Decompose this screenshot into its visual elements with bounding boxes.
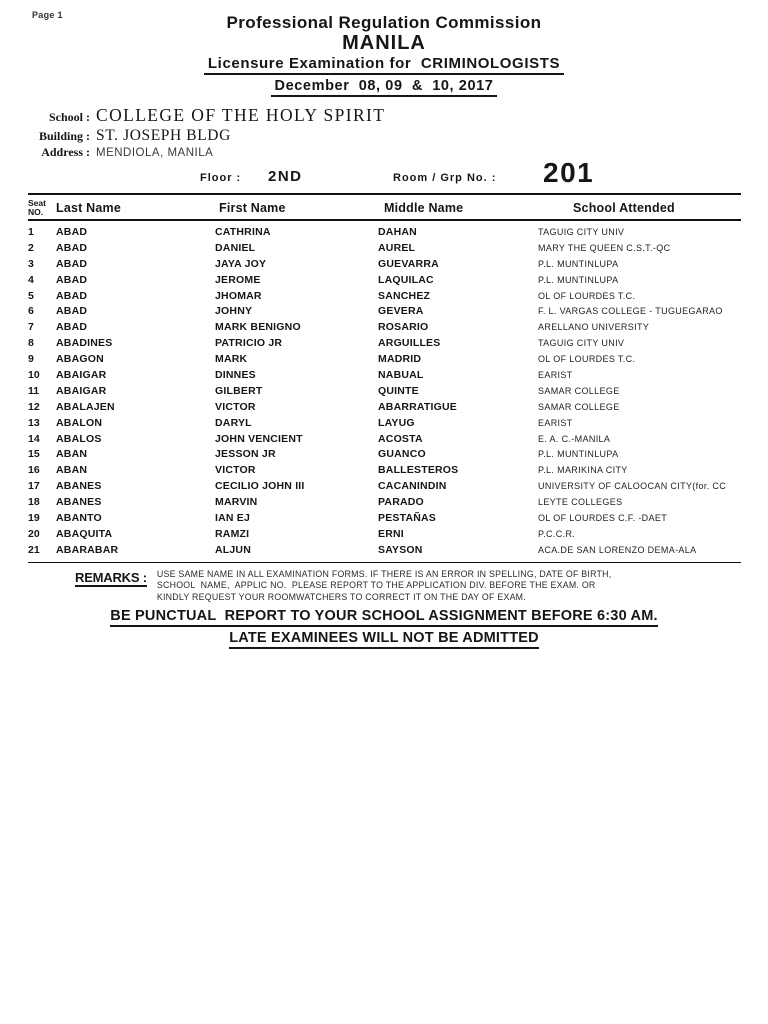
school-attended-cell: P.L. MARIKINA CITY: [538, 465, 628, 476]
table-row: [28, 256, 741, 272]
table-row: [28, 319, 741, 335]
first-name-cell: IAN EJ: [215, 511, 251, 524]
first-name-cell: PATRICIO JR: [215, 337, 283, 350]
middle-name-cell: GUEVARRA: [378, 257, 439, 270]
first-name-cell: CECILIO JOHN III: [215, 480, 305, 493]
middle-name-cell: QUINTE: [378, 384, 419, 397]
middle-name-header: Middle Name: [384, 200, 464, 215]
middle-name-cell: BALLESTEROS: [378, 464, 459, 477]
seat-number-cell: 14: [28, 432, 40, 445]
first-name-cell: DANIEL: [215, 241, 256, 254]
seat-number-cell: 4: [28, 273, 34, 286]
floor-value: 2ND: [268, 168, 303, 185]
middle-name-cell: NABUAL: [378, 368, 424, 381]
table-row: [28, 526, 741, 542]
late-examinees-notice: LATE EXAMINEES WILL NOT BE ADMITTED: [229, 630, 539, 649]
middle-name-cell: DAHAN: [378, 225, 417, 238]
seat-number-cell: 21: [28, 543, 40, 556]
last-name-cell: ABANES: [56, 496, 102, 509]
table-row: [28, 446, 741, 462]
last-name-cell: ABALAJEN: [56, 400, 115, 413]
last-name-cell: ABAN: [56, 448, 88, 461]
building-value: ST. JOSEPH BLDG: [96, 127, 231, 144]
first-name-cell: JOHNY: [215, 305, 253, 318]
remarks-line-3: KINDLY REQUEST YOUR ROOMWATCHERS TO CORRECT IT ON THE DAY OF EXAM.: [156, 591, 526, 602]
table-row: [28, 335, 741, 351]
middle-name-cell: CACANINDIN: [378, 480, 447, 493]
building-label: Building :: [38, 129, 90, 143]
middle-name-cell: GEVERA: [378, 305, 424, 318]
table-row: [28, 240, 741, 256]
seat-number-cell: 15: [28, 448, 40, 461]
building-row: [0, 126, 768, 145]
last-name-cell: ABAD: [56, 225, 88, 238]
first-name-cell: JAYA JOY: [215, 257, 267, 270]
footer-notices: [0, 607, 768, 649]
last-name-cell: ABAD: [56, 257, 88, 270]
school-attended-cell: SAMAR COLLEGE: [538, 385, 620, 396]
remarks-label: REMARKS :: [75, 569, 147, 585]
first-name-cell: MARK: [215, 353, 248, 366]
table-row: [28, 494, 741, 510]
seat-number-cell: 18: [28, 496, 40, 509]
school-attended-cell: TAGUIG CITY UNIV: [538, 338, 625, 349]
address-row: [0, 145, 768, 162]
remarks-line-1: USE SAME NAME IN ALL EXAMINATION FORMS. IF THERE IS AN ERROR IN SPELLING, DATE OF BIRTH,: [156, 568, 612, 579]
table-row: [28, 542, 741, 558]
school-attended-cell: E. A. C.-MANILA: [538, 433, 611, 444]
city-subtitle: MANILA: [342, 32, 426, 54]
table-row: [28, 478, 741, 494]
last-name-cell: ABANTO: [56, 511, 102, 524]
school-attended-cell: P.L. MUNTINLUPA: [538, 258, 619, 269]
last-name-cell: ABAD: [56, 241, 88, 254]
school-attended-cell: F. L. VARGAS COLLEGE - TUGUEGARAO: [538, 306, 723, 317]
middle-name-cell: SANCHEZ: [378, 289, 431, 302]
seat-number-cell: 5: [28, 289, 34, 302]
seat-number-cell: 17: [28, 480, 40, 493]
seat-number-cell: 6: [28, 305, 34, 318]
last-name-cell: ABARABAR: [56, 543, 119, 556]
table-row: [28, 351, 741, 367]
first-name-cell: JESSON JR: [215, 448, 276, 461]
seat-number-cell: 11: [28, 384, 40, 397]
remarks-line-2: SCHOOL NAME, APPLIC NO. PLEASE REPORT TO THE APPLICATION DIV. BEFORE THE EXAM. OR: [156, 580, 596, 591]
floor-label: Floor :: [200, 172, 242, 184]
first-name-cell: DINNES: [215, 368, 256, 381]
middle-name-cell: ABARRATIGUE: [378, 400, 458, 413]
last-name-cell: ABALON: [56, 416, 103, 429]
first-name-cell: JHOMAR: [215, 289, 262, 302]
last-name-cell: ABAD: [56, 305, 88, 318]
school-attended-cell: P.C.C.R.: [538, 528, 576, 539]
table-row: [28, 303, 741, 319]
middle-name-cell: PESTAÑAS: [378, 511, 436, 524]
seat-number-cell: 3: [28, 257, 34, 270]
school-attended-cell: EARIST: [538, 369, 573, 380]
remarks-block: [75, 569, 768, 604]
school-attended-cell: LEYTE COLLEGES: [538, 497, 623, 508]
remarks-text: [157, 569, 612, 604]
seat-number-cell: 2: [28, 241, 34, 254]
school-attended-cell: EARIST: [538, 417, 573, 428]
seat-number-cell: 10: [28, 368, 40, 381]
seat-number-cell: 7: [28, 321, 34, 334]
school-attended-cell: MARY THE QUEEN C.S.T.-QC: [538, 242, 671, 253]
last-name-cell: ABALOS: [56, 432, 102, 445]
first-name-cell: ALJUN: [215, 543, 252, 556]
document-header: [0, 0, 768, 97]
exam-dates: December 08, 09 & 10, 2017: [271, 78, 498, 97]
first-name-cell: MARK BENIGNO: [215, 321, 301, 334]
first-name-cell: DARYL: [215, 416, 252, 429]
table-row: [28, 288, 741, 304]
seat-number-cell: 20: [28, 527, 40, 540]
last-name-cell: ABAGON: [56, 353, 104, 366]
school-attended-cell: SAMAR COLLEGE: [538, 401, 620, 412]
address-value: MENDIOLA, MANILA: [96, 147, 214, 159]
middle-name-cell: ARGUILLES: [378, 337, 441, 350]
first-name-header: First Name: [219, 200, 286, 215]
last-name-cell: ABAN: [56, 464, 88, 477]
commission-title: Professional Regulation Commission: [226, 13, 542, 32]
table-row: [28, 462, 741, 478]
school-attended-cell: ACA.DE SAN LORENZO DEMA-ALA: [538, 544, 697, 555]
last-name-header: Last Name: [56, 200, 122, 215]
first-name-cell: GILBERT: [215, 384, 263, 397]
middle-name-cell: GUANCO: [378, 448, 426, 461]
table-row: [28, 415, 741, 431]
table-body: [28, 221, 741, 563]
seat-number-cell: 19: [28, 511, 40, 524]
room-grp-value: 201: [543, 157, 595, 188]
last-name-cell: ABAQUITA: [56, 527, 113, 540]
school-attended-cell: OL OF LOURDES T.C.: [538, 354, 636, 365]
last-name-cell: ABAIGAR: [56, 368, 107, 381]
table-row: [28, 510, 741, 526]
seat-number-cell: 9: [28, 353, 34, 366]
first-name-cell: VICTOR: [215, 400, 256, 413]
middle-name-cell: ROSARIO: [378, 321, 429, 334]
floor-room-row: [0, 157, 768, 190]
school-attended-cell: UNIVERSITY OF CALOOCAN CITY(for. CC: [538, 481, 727, 492]
middle-name-cell: LAYUG: [378, 416, 415, 429]
examinee-table: [28, 193, 741, 563]
school-info-block: [0, 104, 768, 162]
middle-name-cell: LAQUILAC: [378, 273, 434, 286]
first-name-cell: JEROME: [215, 273, 261, 286]
middle-name-cell: AUREL: [378, 241, 416, 254]
table-header-row: [28, 196, 741, 221]
seat-header-bottom: NO.: [28, 206, 44, 217]
page-number-label: Page 1: [32, 10, 63, 20]
school-attended-cell: ARELLANO UNIVERSITY: [538, 322, 650, 333]
first-name-cell: RAMZI: [215, 527, 250, 540]
seat-number-cell: 12: [28, 400, 40, 413]
last-name-cell: ABAD: [56, 321, 88, 334]
table-row: [28, 272, 741, 288]
first-name-cell: VICTOR: [215, 464, 256, 477]
school-attended-header: School Attended: [573, 200, 675, 215]
middle-name-cell: ACOSTA: [378, 432, 423, 445]
school-value: COLLEGE OF THE HOLY SPIRIT: [96, 105, 386, 125]
school-label: School :: [48, 110, 90, 124]
table-row: [28, 367, 741, 383]
seat-number-cell: 16: [28, 464, 40, 477]
table-row: [28, 224, 741, 240]
table-row: [28, 399, 741, 415]
first-name-cell: CATHRINA: [215, 225, 271, 238]
first-name-cell: JOHN VENCIENT: [215, 432, 303, 445]
punctuality-notice: BE PUNCTUAL REPORT TO YOUR SCHOOL ASSIGNMENT BEFORE 6:30 AM.: [110, 608, 657, 627]
table-row: [28, 431, 741, 447]
first-name-cell: MARVIN: [215, 496, 258, 509]
last-name-cell: ABAD: [56, 289, 88, 302]
seat-number-cell: 13: [28, 416, 40, 429]
last-name-cell: ABAD: [56, 273, 88, 286]
school-attended-cell: TAGUIG CITY UNIV: [538, 226, 625, 237]
seat-no-header: [28, 199, 56, 216]
table-row: [28, 383, 741, 399]
middle-name-cell: MADRID: [378, 353, 422, 366]
room-grp-label: Room / Grp No. :: [393, 172, 497, 184]
school-attended-cell: OL OF LOURDES T.C.: [538, 290, 636, 301]
last-name-cell: ABAIGAR: [56, 384, 107, 397]
school-attended-cell: P.L. MUNTINLUPA: [538, 449, 619, 460]
school-attended-cell: P.L. MUNTINLUPA: [538, 274, 619, 285]
exam-title: Licensure Examination for CRIMINOLOGISTS: [204, 55, 564, 75]
last-name-cell: ABANES: [56, 480, 102, 493]
address-label: Address :: [41, 145, 90, 159]
middle-name-cell: SAYSON: [378, 543, 423, 556]
school-row: [0, 104, 768, 126]
middle-name-cell: PARADO: [378, 496, 424, 509]
seat-number-cell: 1: [28, 225, 34, 238]
middle-name-cell: ERNI: [378, 527, 404, 540]
last-name-cell: ABADINES: [56, 337, 113, 350]
seat-header-top: Seat: [28, 198, 46, 208]
school-attended-cell: OL OF LOURDES C.F. -DAET: [538, 512, 668, 523]
seat-number-cell: 8: [28, 337, 34, 350]
